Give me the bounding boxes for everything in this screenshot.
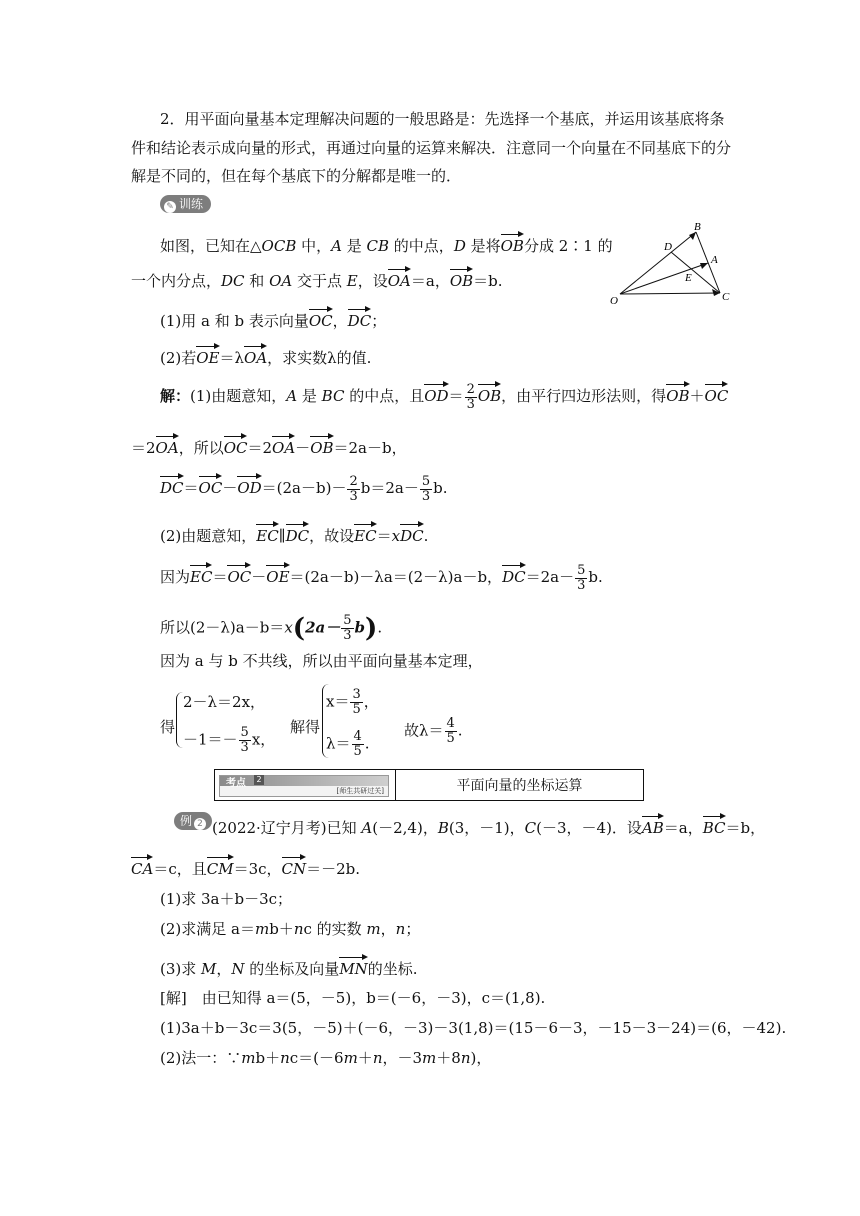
segment-oa [620,263,708,294]
kaodian-sub: [师生共研过关] [336,787,384,795]
example2-question-3: (3)求 M，N 的坐标及向量MN的坐标. [160,955,418,979]
solution1-de-label: 得 [160,718,176,736]
example2-question-1: (1)求 3a＋b－3c； [160,890,293,908]
example2-question-2: (2)求满足 a＝mb＋nc 的实数 m，n； [160,920,421,938]
problem1-question-1: (1)用 a 和 b 表示向量OC，DC； [160,307,386,331]
intro-line-1: 2．用平面向量基本定理解决问题的一般思路是：先选择一个基底，并运用该基底将条 [160,110,725,128]
solution1-jiede-label: 解得 [290,718,321,736]
kaodian-header [214,769,644,801]
system1-eq1: 2－λ＝2x， [183,693,266,711]
training-tag-label: 训练 [179,197,204,211]
solution1-line-6: 所以(2－λ)a－b＝x(2a－ $\frac{5}{3}$ b). [160,613,383,644]
solution1-line-1: 解：(1)由题意知，A 是 BC 的中点，且OD＝ $\frac{2}{3}$ OB，由平行四边形法则，得OB＋OC [160,381,729,412]
solution1-line-7: 因为 a 与 b 不共线，所以由平面向量基本定理， [160,652,483,670]
example2-answer-0: [解] 由已知得 a＝(5，－5)，b＝(－6，－3)，c＝(1,8). [160,989,546,1007]
solution1-line-3: DC＝OC－OD＝(2a－b)－ $\frac{2}{3}$ b＝2a－ $\frac{5}{3}$ b. [160,473,448,504]
label-e: E [685,272,692,284]
label-o: O [610,295,618,307]
vec-ob: OB [501,232,524,253]
kaodian-left-panel [219,775,389,797]
intro-line-3: 解是不同的，但在每个基底下的分解都是唯一的． [131,167,462,185]
kaodian-title: 平面向量的坐标运算 [456,778,583,794]
system2-eq2: λ＝ $\frac{4}{5}$ . [326,729,370,759]
solution1-line-4: (2)由题意知，EC∥DC，故设EC＝xDC. [160,522,428,546]
example2-answer-2: (2)法一：∵mb＋nc＝(－6m＋n，－3m＋8n)， [160,1049,492,1067]
system1-eq2: －1＝－ $\frac{5}{3}$ x， [183,725,276,755]
label-d: D [664,241,672,253]
training-tag [160,195,211,213]
solution1-line-5: 因为EC＝OC－OE＝(2a－b)－λa＝(2－λ)a－b，DC＝2a－ $\frac{5}{3}$ b. [160,562,603,593]
intro-line-2: 件和结论表示成向量的形式，再通过向量的运算来解决．注意同一个向量在不同基底下的分 [131,139,732,157]
kaodian-number: 2 [254,775,264,785]
example2-line-2: CA＝c，且CM＝3c，CN＝－2b. [131,855,360,879]
problem1-question-2: (2)若OE＝λOA，求实数λ的值. [160,344,371,368]
problem1-line-1: 如图，已知在△OCB 中，A 是 CB 的中点，D 是将OB分成 2∶1 的 [160,232,613,256]
brace-left-1 [176,692,183,748]
example2-line-1: (2022·辽宁月考)已知 A(－2,4)，B(3，－1)，C(－3，－4)．设AB＝a，BC＝b， [212,814,765,838]
label-a: A [711,254,718,266]
label-c: C [722,291,730,303]
segment-oc [620,293,720,294]
pencil-icon: ✎ [164,201,176,213]
solution1-line-2: ＝2OA，所以OC＝2OA－OB＝2a－b， [131,434,407,458]
arrow-b [689,232,696,240]
example2-tag: 例 2 [174,812,212,830]
arrow-a [700,263,708,269]
solution1-conclusion: 故λ＝ $\frac{4}{5}$ . [404,716,463,746]
example2-answer-1: (1)3a＋b－3c＝3(5，－5)＋(－6，－3)－3(1,8)＝(15－6－3，－15－3－24)＝(6，－42). [160,1019,787,1037]
label-b: B [694,221,701,233]
system2-eq1: x＝ $\frac{3}{5}$ ， [326,687,379,717]
problem1-line-2: 一个内分点，DC 和 OA 交于点 E，设OA＝a，OB＝b. [131,267,503,291]
triangle-figure [608,218,738,308]
kaodian-label: 考点 [226,778,246,789]
